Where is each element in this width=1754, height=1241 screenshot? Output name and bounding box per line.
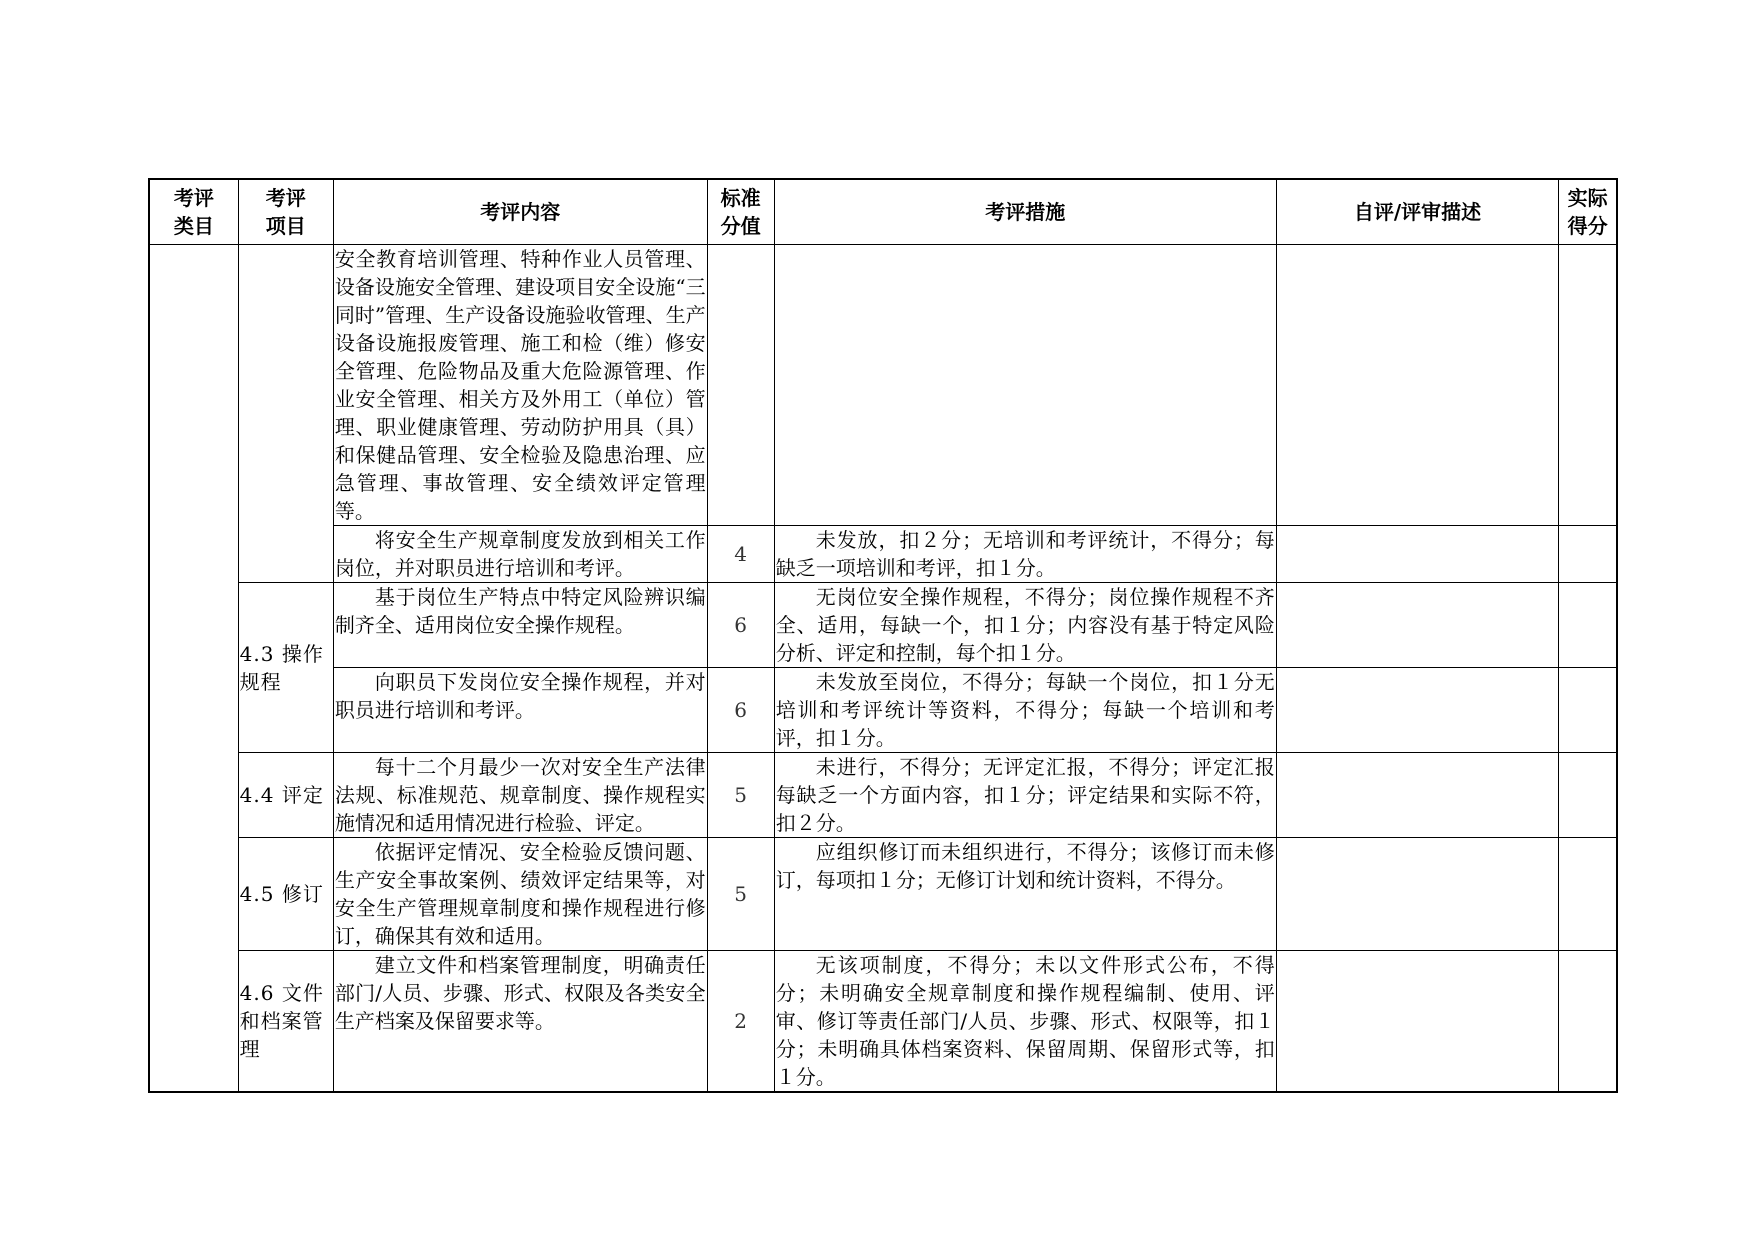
actual-score-cell: [1559, 245, 1617, 526]
actual-score-cell: [1559, 668, 1617, 753]
actual-score-cell: [1559, 583, 1617, 668]
header-measures: 考评措施: [774, 179, 1276, 245]
header-item: 考评 项目: [238, 179, 333, 245]
self-eval-cell: [1276, 245, 1559, 526]
content-cell: 依据评定情况、安全检验反馈问题、生产安全事故案例、绩效评定结果等，对安全生产管理规章制度和操作规程进行修订，确保其有效和适用。: [333, 838, 707, 951]
actual-score-cell: [1559, 951, 1617, 1093]
item-cell: 4.3 操作规程: [238, 583, 333, 753]
score-cell: [707, 245, 774, 526]
actual-score-cell: [1559, 838, 1617, 951]
score-cell: 2: [707, 951, 774, 1093]
self-eval-cell: [1276, 583, 1559, 668]
item-cell: 4.5 修订: [238, 838, 333, 951]
self-eval-cell: [1276, 951, 1559, 1093]
table-row: [149, 838, 1617, 951]
measures-cell: 无岗位安全操作规程，不得分；岗位操作规程不齐全、适用，每缺一个，扣１分；内容没有基于特定风险分析、评定和控制，每个扣１分。: [774, 583, 1276, 668]
measures-cell: 未发放，扣２分；无培训和考评统计，不得分；每缺乏一项培训和考评，扣１分。: [774, 526, 1276, 583]
measures-cell: 无该项制度，不得分；未以文件形式公布，不得分；未明确安全规章制度和操作规程编制、使用、评审、修订等责任部门/人员、步骤、形式、权限等，扣１分；未明确具体档案资料、保留周期、保留形式等，扣１分。: [774, 951, 1276, 1093]
table-row: [149, 583, 1617, 668]
item-cell: [238, 245, 333, 583]
self-eval-cell: [1276, 668, 1559, 753]
measures-cell: [774, 245, 1276, 526]
measures-cell: 未发放至岗位，不得分；每缺一个岗位，扣１分无培训和考评统计等资料，不得分；每缺一个培训和考评，扣１分。: [774, 668, 1276, 753]
score-cell: 6: [707, 668, 774, 753]
content-cell: 基于岗位生产特点中特定风险辨识编制齐全、适用岗位安全操作规程。: [333, 583, 707, 668]
actual-score-cell: [1559, 526, 1617, 583]
category-cell: [149, 245, 238, 1093]
item-cell: 4.6 文件和档案管理: [238, 951, 333, 1093]
evaluation-table: [148, 178, 1618, 1093]
score-cell: 5: [707, 753, 774, 838]
header-self-evaluation: 自评/评审描述: [1276, 179, 1559, 245]
table-row: [149, 245, 1617, 526]
header-content: 考评内容: [333, 179, 707, 245]
score-cell: 6: [707, 583, 774, 668]
header-actual-score: 实际 得分: [1559, 179, 1617, 245]
score-cell: 4: [707, 526, 774, 583]
measures-cell: 未进行，不得分；无评定汇报，不得分；评定汇报每缺乏一个方面内容，扣１分；评定结果和实际不符，扣２分。: [774, 753, 1276, 838]
header-category: 考评 类目: [149, 179, 238, 245]
content-cell: 每十二个月最少一次对安全生产法律法规、标准规范、规章制度、操作规程实施情况和适用情况进行检验、评定。: [333, 753, 707, 838]
table-row: [149, 526, 1617, 583]
content-cell: 将安全生产规章制度发放到相关工作岗位，并对职员进行培训和考评。: [333, 526, 707, 583]
content-cell: 建立文件和档案管理制度，明确责任部门/人员、步骤、形式、权限及各类安全生产档案及保留要求等。: [333, 951, 707, 1093]
table-row: [149, 951, 1617, 1093]
score-cell: 5: [707, 838, 774, 951]
header-row: [149, 179, 1617, 245]
self-eval-cell: [1276, 526, 1559, 583]
table-row: [149, 753, 1617, 838]
table-row: [149, 668, 1617, 753]
header-standard-score: 标准 分值: [707, 179, 774, 245]
actual-score-cell: [1559, 753, 1617, 838]
self-eval-cell: [1276, 838, 1559, 951]
content-cell: 安全教育培训管理、特种作业人员管理、设备设施安全管理、建设项目安全设施“三同时”管理、生产设备设施验收管理、生产设备设施报废管理、施工和检（维）修安全管理、危险物品及重大危险源管理、作业安全管理、相关方及外用工（单位）管理、职业健康管理、劳动防护用具（具）和保健品管理、安全检验及隐患治理、应急管理、事故管理、安全绩效评定管理等。: [333, 245, 707, 526]
self-eval-cell: [1276, 753, 1559, 838]
item-cell: 4.4 评定: [238, 753, 333, 838]
content-cell: 向职员下发岗位安全操作规程，并对职员进行培训和考评。: [333, 668, 707, 753]
measures-cell: 应组织修订而未组织进行，不得分；该修订而未修订，每项扣１分；无修订计划和统计资料，不得分。: [774, 838, 1276, 951]
